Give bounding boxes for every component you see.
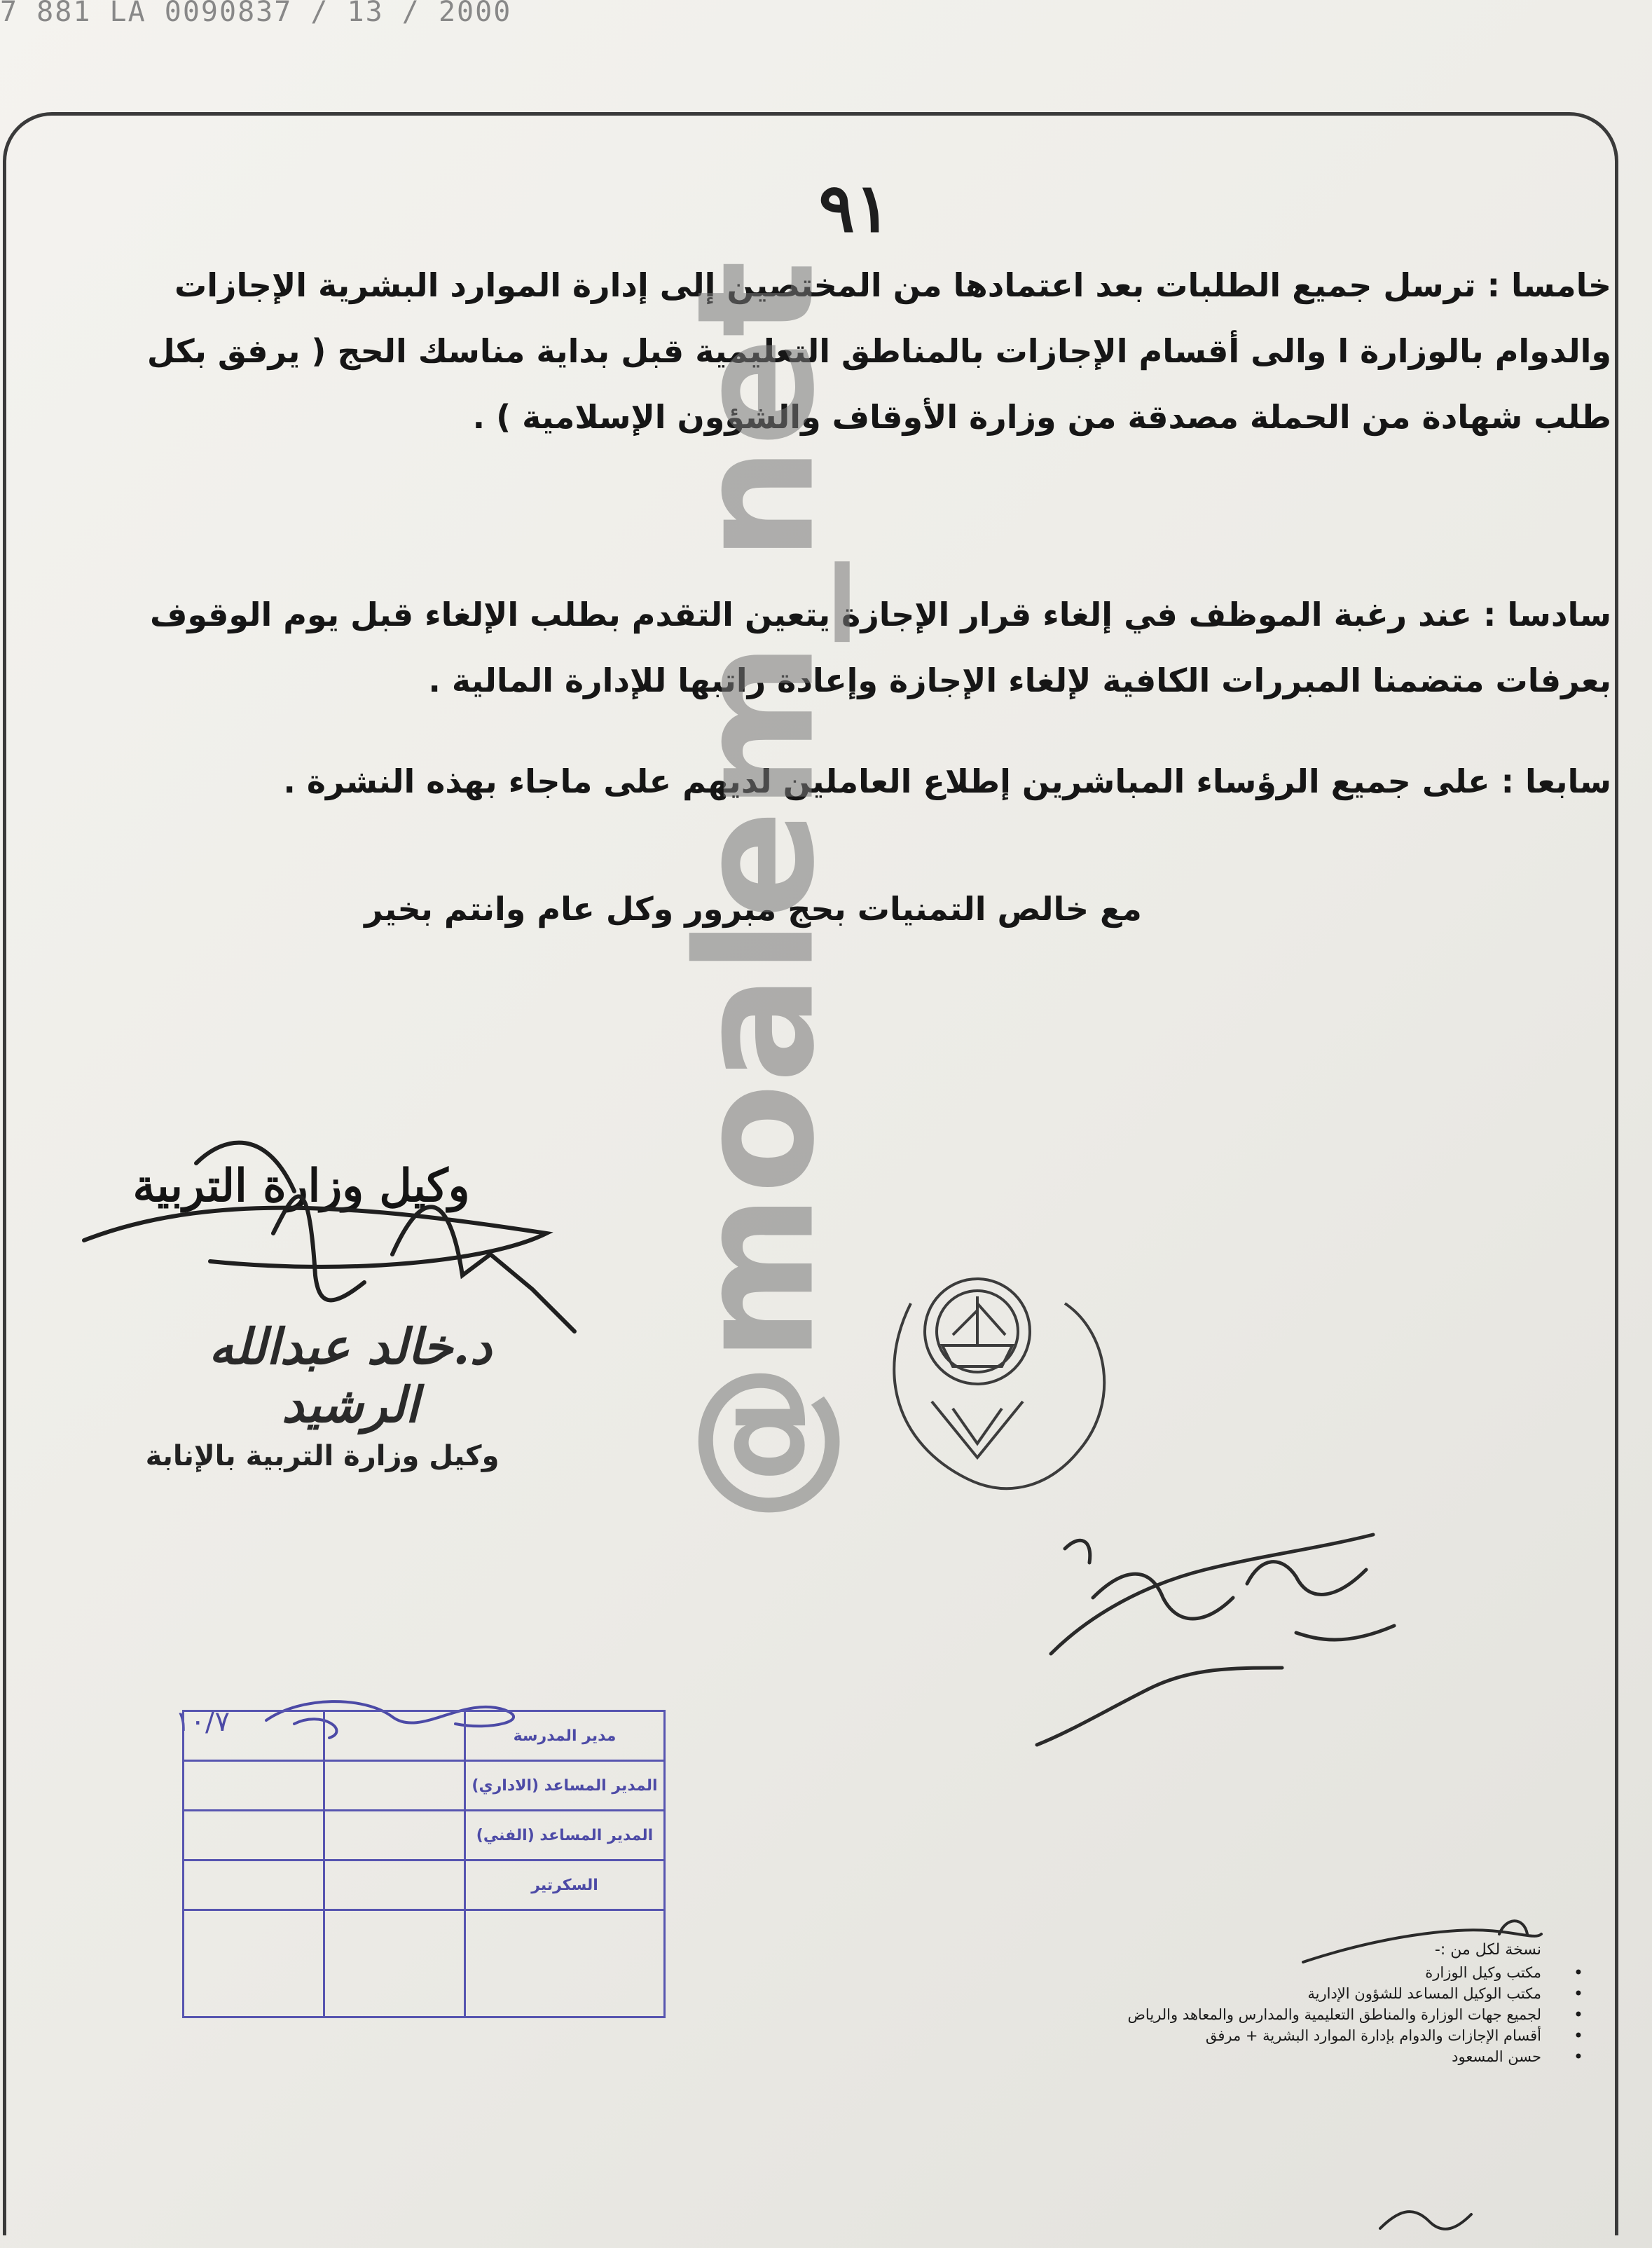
list-item: • أقسام الإجازات والدوام بإدارة الموارد البشرية + مرفق (1205, 2026, 1583, 2045)
list-item: • مكتب الوكيل المساعد للشؤون الإدارية (1307, 1984, 1583, 2003)
list-item: • لجميع جهات الوزارة والمناطق التعليمية والمدارس والمعاهد والرياض (1127, 2005, 1583, 2024)
stamp-row-label: المدير المساعد (الفني) (465, 1811, 665, 1860)
paragraph-fifth: خامسا : ترسل جميع الطلبات بعد اعتمادها من المختصين إلى إدارة الموارد البشرية الإجازات والدوام بالوزارة ا والى أقسام الإجازات بالمناطق التعليمية قبل بداية مناسك الحج ( يرفق بكل طلب شهادة من الحملة مصدقة من وزارة الأوقاف والشؤون الإسلامية ) . (146, 266, 1611, 436)
copies-list (827, 1962, 1583, 2067)
signature-role: وكيل وزارة التربية بالإنابة (145, 1440, 500, 1472)
ministry-seal (894, 1279, 1104, 1488)
closing-greeting: مع خالص التمنيات بحج مبرور وكل عام وانتم بخير (364, 890, 1142, 928)
reference-number: 7 881 LA 0090837 / 13 / 2000 (0, 0, 512, 28)
signature-title: وكيل وزارة التربية (132, 1160, 470, 1212)
stamp-row-label (465, 1910, 665, 2017)
paragraph-seventh: سابعا : على جميع الرؤساء المباشرين إطلاع العاملين لديهم على ماجاء بهذه النشرة . (283, 762, 1611, 800)
stamp-row-label: السكرتير (465, 1860, 665, 1910)
list-item: • مكتب وكيل الوزارة (1425, 1963, 1583, 1982)
paragraph-sixth: سادسا : عند رغبة الموظف في إلغاء قرار الإجازة يتعين التقدم بطلب الإلغاء قبل يوم الوقوف بعرفات متضمنا المبررات الكافية لإلغاء الإجازة وإعادة راتبها للإدارة المالية . (150, 596, 1611, 699)
svg-text:١٠/٧: ١٠/٧ (175, 1706, 230, 1738)
signature-name: د.خالد عبدالله الرشيد (209, 1317, 492, 1434)
signature-scribble (84, 1143, 574, 1331)
list-item: • حسن المسعود (1452, 2047, 1583, 2067)
page-number: ٩١ (818, 168, 891, 247)
stamp-row-label: المدير المساعد (الاداري) (465, 1761, 665, 1811)
stamp-row-label: مدير المدرسة (465, 1711, 665, 1761)
handwritten-note (1037, 1535, 1394, 1745)
copies-title: نسخة لكل من :- (1434, 1941, 1541, 1959)
watermark: @moalem_net (663, 260, 851, 1523)
school-stamp-table (182, 1710, 666, 2018)
